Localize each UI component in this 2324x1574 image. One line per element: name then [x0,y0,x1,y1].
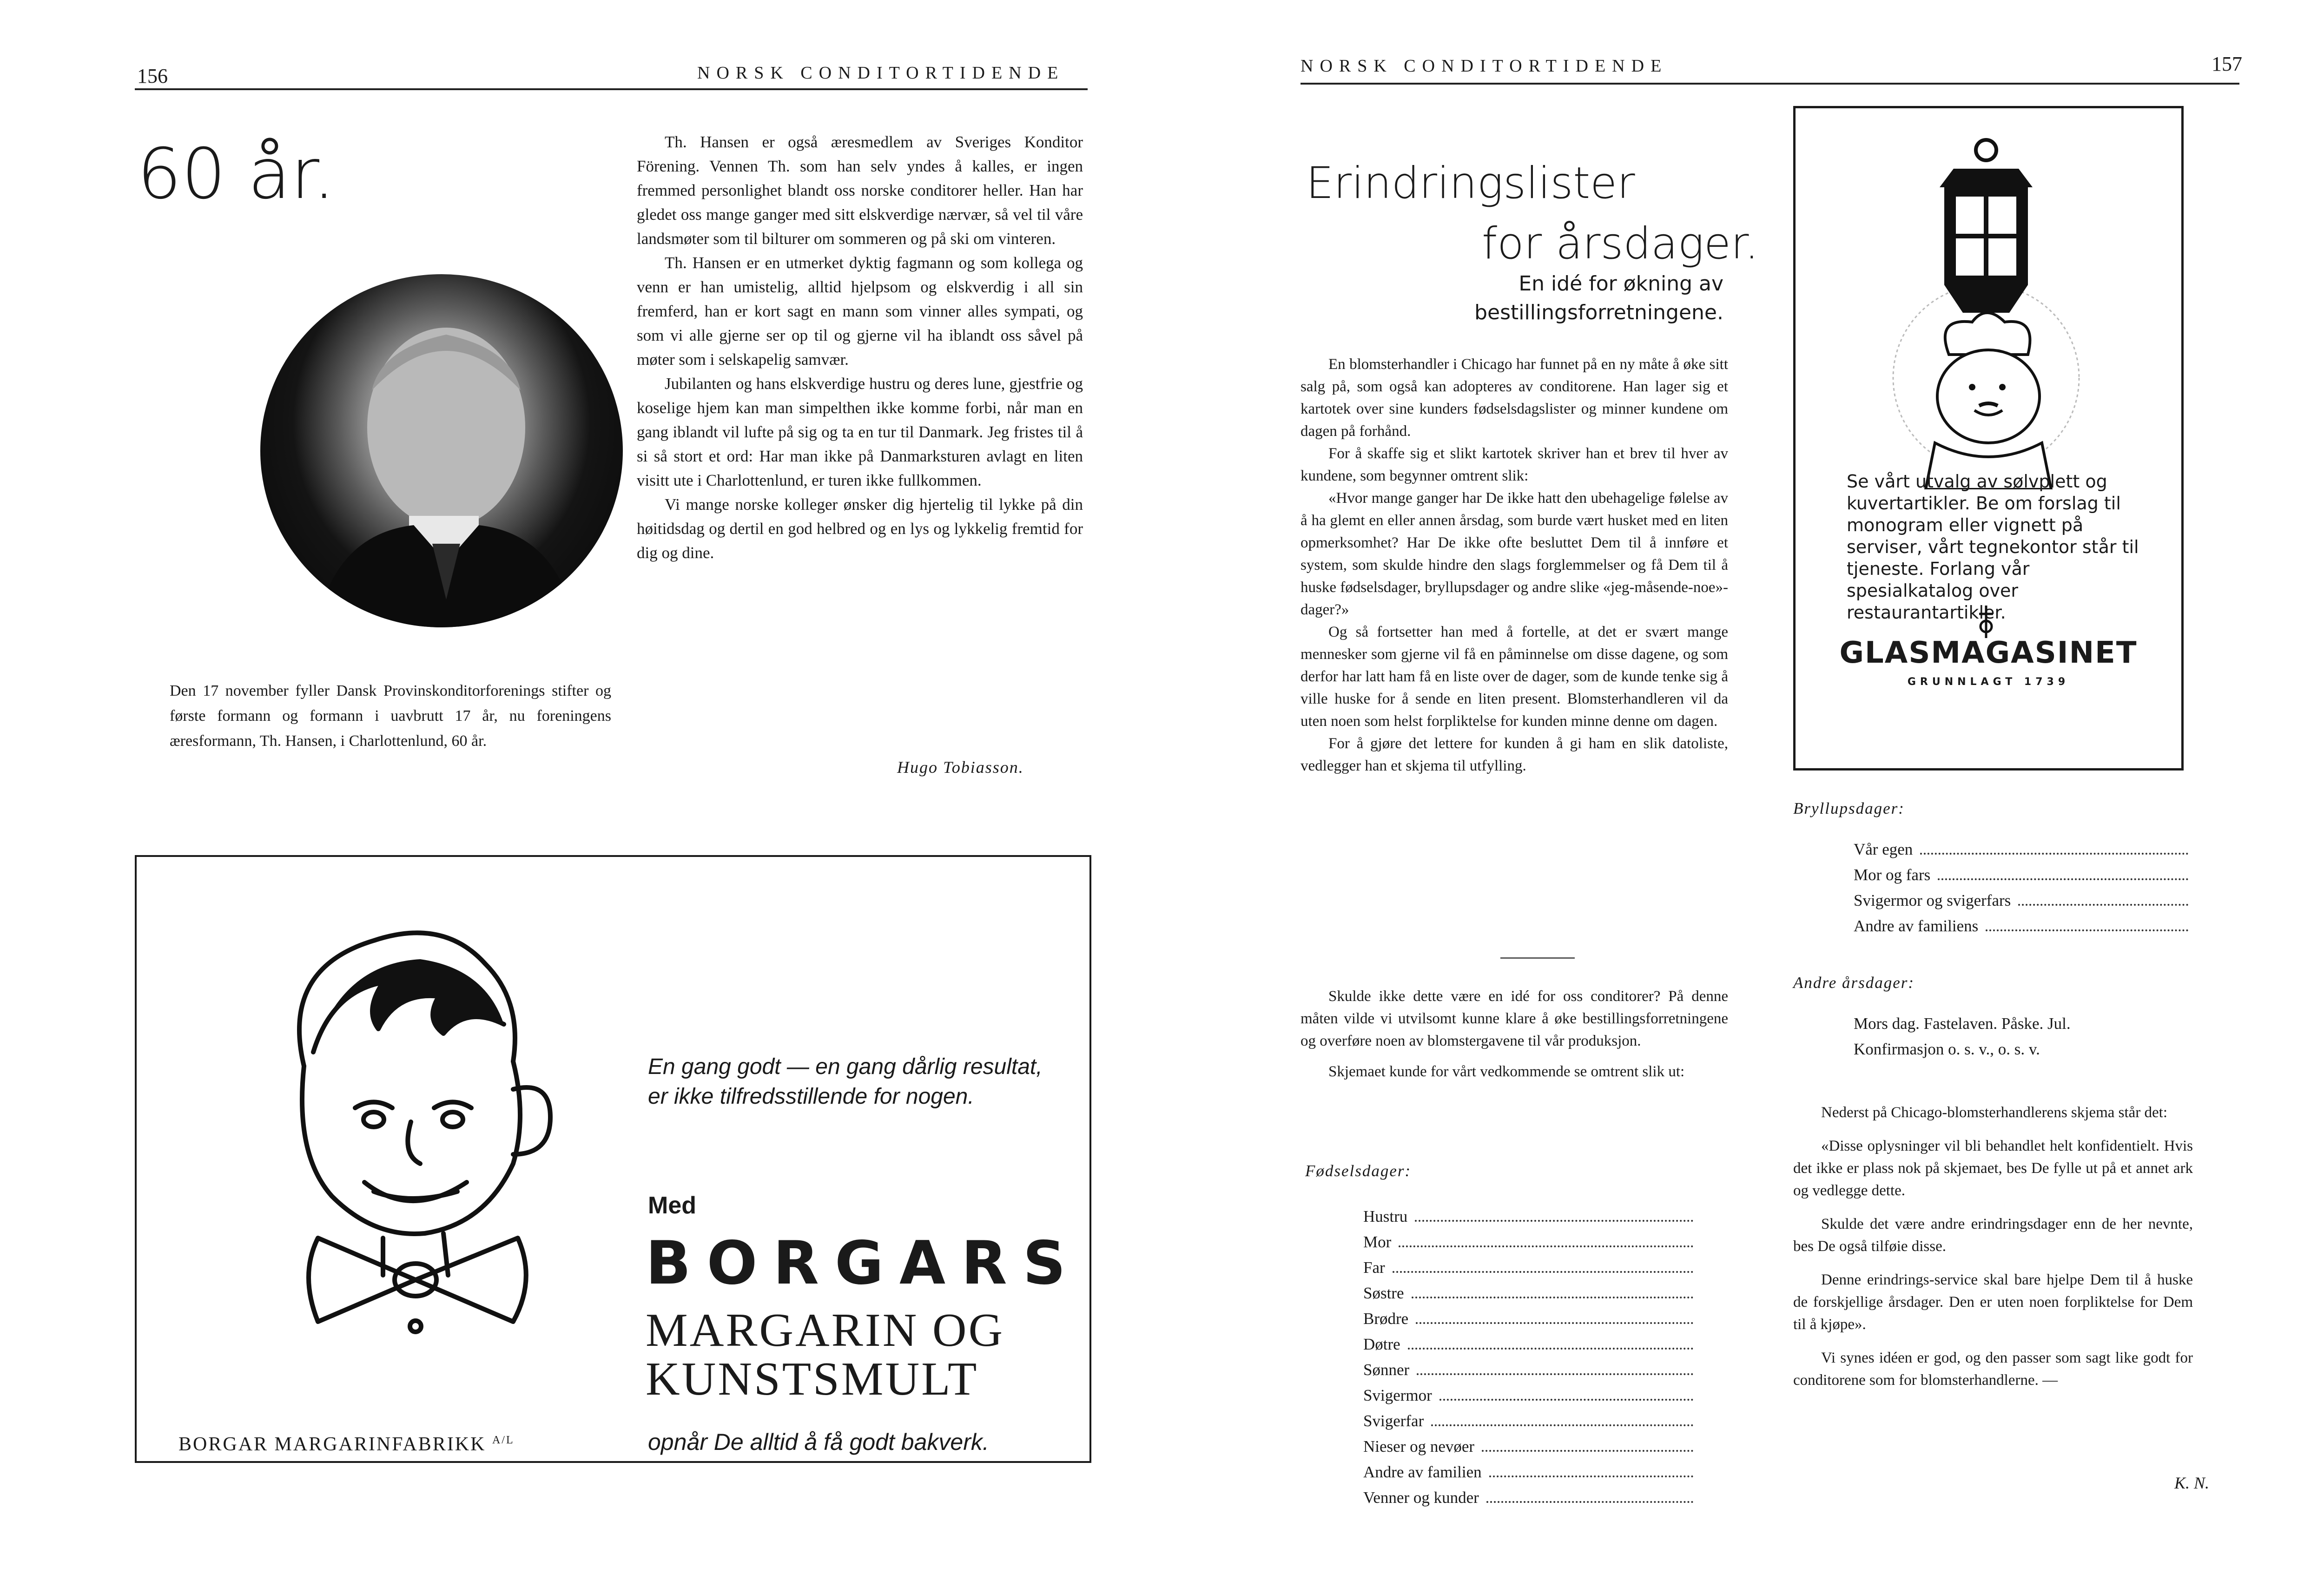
form-row-label: Svigermor og svigerfars [1854,891,2011,909]
form-row-dotted-line [1439,1399,1693,1401]
form-row [1363,1204,1698,1229]
form-row [1363,1408,1698,1434]
article-paragraph: For å gjøre det lettere for kunden å gi ham en slik datoliste, vedlegger han et skjema til utfylling. [1301,735,1728,774]
form-row-dotted-line [1431,1424,1693,1426]
form-row-dotted-line [2018,904,2188,906]
right-page [1184,0,2324,1574]
form-row [1363,1229,1698,1255]
advert-med: Med [648,1192,696,1219]
article-title-line1: Erindringslister [1306,158,1635,209]
article-paragraph: Th. Hansen er en utmerket dyktig fagmann og som kollega og venn er han umistelig, alltid hjelpsom og elskverdig i all sin fremferd, han er kort sagt en mann som vinner alles sympati, og som vi alle gjerne ser op til og gjerne vil ha iblandt oss såvel på møter som i selskapelig samvær. [637,254,1083,369]
form-row-dotted-line [1489,1475,1693,1477]
birthday-heading: Fødselsdager: [1305,1162,1412,1180]
form-row-label: Søstre [1363,1284,1404,1302]
article-body [637,130,1083,565]
form-row-dotted-line [1412,1297,1694,1298]
form-row-dotted-line [1393,1271,1693,1273]
form-row [1854,862,2193,888]
article-paragraph: Vi mange norske kolleger ønsker dig hjertelig til lykke på din høitidsdag og dertil en god helbred og en lys og lykkelig fremtid for dig og dine. [637,495,1083,562]
page-number: 156 [137,65,168,87]
closing-paragraph: Skulde det være andre erindringsdager enn de her nevnte, bes De også tilføie disse. [1793,1216,2193,1255]
form-row-label: Far [1363,1258,1385,1277]
form-row [1363,1306,1698,1331]
advert-text: Se vårt utvalg av sølvplett og kuvertartikler. Be om forslag til monogram eller vignett på serviser, vårt tegnekontor står til tjeneste. Forlang vår spesialkatalog over restaurantartikler. [1847,471,2139,623]
running-head: NORSK CONDITORTIDENDE [1301,56,1668,76]
article-body-continued [1301,985,1728,1083]
form-row-label: Hustru [1363,1207,1408,1225]
article-subtitle: En idé for økning av bestillingsforretningene. [1474,272,1723,324]
form-row-dotted-line [1986,929,2188,931]
other-days [1854,1011,2071,1062]
advert-product-line1: MARGARIN OG [646,1304,1005,1357]
form-row [1854,888,2193,913]
section-divider [1500,957,1575,959]
form-row-dotted-line [1938,878,2188,880]
form-row [1363,1459,1698,1485]
advert-slogan: En gang godt — en gang dårlig resultat, er ikke tilfredsstillende for nogen. [648,1054,1043,1109]
form-row-dotted-line [1482,1450,1693,1452]
wedding-list [1854,836,2193,939]
form-row-dotted-line [1920,853,2188,855]
form-row-label: Svigermor [1363,1386,1432,1404]
chef-lantern-illustration [1879,136,2093,489]
other-days-line2: Konfirmasjon o. s. v., o. s. v. [1854,1040,2040,1058]
page-number: 157 [2212,53,2242,75]
article-signature: Hugo Tobiasson. [897,758,1024,777]
article-paragraph: For å skaffe sig et slikt kartotek skriver han et brev til hver av kundene, som begynner omtrent slik: [1301,445,1728,484]
form-row-dotted-line [1415,1220,1693,1222]
article-paragraph: Jubilanten og hans elskverdige hustru og deres lune, gjestfrie og koselige hjem kan man simpelthen ikke komme forbi, når man en gang iblandt vil lufte på sig og ta en tur til Danmark. Jeg fristes til å si så stort et ord: Har man ikke på Danmarksturen avlagt en liten visitt ute i Charlottenlund, er turen ikke fullkommen. [637,375,1083,489]
form-row-label: Vår egen [1854,840,1913,858]
form-row-label: Sønner [1363,1361,1410,1379]
form-row [1854,836,2193,862]
article-paragraph: Skulde ikke dette være en idé for oss conditorer? På denne måten vilde vi utvilsomt kunne klare å øke bestillingsforretningene og overføre noen av blomstergavene til vår produksjon. [1301,988,1728,1049]
form-row-label: Andre av familiens [1854,917,1979,935]
closing-paragraph: Vi synes idéen er god, og den passer som sagt like godt for conditorene som for blomsterhandlerne. — [1793,1350,2193,1389]
form-row-dotted-line [1417,1373,1693,1375]
form-row [1854,913,2193,939]
running-head: NORSK CONDITORTIDENDE [697,63,1065,83]
other-heading: Andre årsdager: [1793,974,1915,992]
advert-brand: BORGARS [646,1229,1082,1298]
form-row-label: Brødre [1363,1310,1409,1328]
closing-paragraph: Nederst på Chicago-blomsterhandlerens skjema står det: [1821,1104,2168,1121]
form-row-dotted-line [1416,1322,1693,1324]
form-row-label: Mor og fars [1854,866,1931,884]
form-row [1363,1255,1698,1280]
article-paragraph: En blomsterhandler i Chicago har funnet på en ny måte å øke sitt salg på, som også kan adopteres av conditorene. Han lager sig et kartotek over sine kunders fødselsdagslister og minner kundene om dagen på forhånd. [1301,356,1728,440]
advert-product-line2: KUNSTSMULT [646,1353,979,1405]
article-paragraph: Og så fortsetter han med å fortelle, at det er svært mange mennesker som gjerne vil få en påminnelse om disse dagene, og som derfor har latt ham få en liste over de dager, som de kunde tenke sig å ville huske for å sende en liten present. Blomsterhandleren vil da uten noen som helst forpliktelse for kunden minne denne om dagen. [1301,624,1728,730]
photo-caption: Den 17 november fyller Dansk Provinskonditorforenings stifter og første formann og formann i uavbrutt 17 år, nu foreningens æresformann, Th. Hansen, i Charlottenlund, 60 år. [170,682,611,750]
form-row [1363,1331,1698,1357]
article-paragraph: «Hvor mange ganger har De ikke hatt den ubehagelige følelse av å ha glemt en eller annen årsdag, som burde vært husket med en liten opmerksomhet? Har De ikke ofte besluttet Dem til å innføre et system, som skulde hindre den slags forglemmelser og få Dem til å huske fødselsdager, bryllupsdager og andre slike «jeg-måsende-noe»-dager?» [1301,490,1728,618]
form-row [1363,1485,1698,1510]
form-row [1363,1357,1698,1383]
article-signature: K. N. [2174,1474,2210,1492]
form-row-dotted-line [1486,1501,1693,1503]
form-row-label: Nieser og nevøer [1363,1437,1475,1455]
article-paragraph: Th. Hansen er også æresmedlem av Sveriges Konditor Förening. Vennen Th. som han selv yndes å kalles, er ingen fremmed personlighet blandt oss norske conditorer heller. Han har gledet oss mange ganger med sitt elskverdige nærvær, så vel til våre landsmøter som til bilturer om sommeren og på ski om vinteren. [637,133,1083,248]
glasmagasinet-advert [1793,106,2184,771]
advert-brand: GLASMAGASINET [1839,636,2138,670]
advert-founded: GRUNNLAGT 1739 [1907,676,2070,688]
form-row [1363,1280,1698,1306]
header-rule [1301,83,2239,85]
other-days-line1: Mors dag. Fastelaven. Påske. Jul. [1854,1014,2071,1033]
wedding-heading: Bryllupsdager: [1793,799,1905,817]
boy-illustration [225,913,620,1368]
form-row-dotted-line [1399,1245,1693,1247]
advert-tagline: opnår De alltid å få godt bakverk. [648,1429,989,1455]
closing-text [1793,1101,2193,1391]
form-row [1363,1434,1698,1459]
closing-paragraph: Denne erindrings-service skal bare hjelpe Dem til å huske de forskjellige årsdager. Den er uten noen forpliktelse for Dem til å kjøpe». [1793,1271,2193,1333]
birthday-list [1363,1204,1698,1510]
closing-paragraph: «Disse oplysninger vil bli behandlet helt konfidentielt. Hvis det ikke er plass nok på skjemaet, bes De fylle ut på et annet ark og vedlegge dette. [1793,1138,2193,1199]
form-row-dotted-line [1408,1348,1693,1350]
article-paragraph: Skjemaet kunde for vårt vedkommende se omtrent slik ut: [1328,1063,1685,1080]
advert-company [178,1433,515,1455]
portrait-figure [260,274,623,627]
borgars-advert [135,855,1091,1463]
form-row-label: Svigerfar [1363,1412,1424,1430]
advert-company-suffix: A/L [492,1434,515,1446]
form-row-label: Døtre [1363,1335,1400,1353]
form-row-label: Andre av familien [1363,1463,1482,1481]
article-body [1301,353,1728,777]
article-title-line2: for årsdager. [1482,218,1759,269]
crown-cross-icon [1977,606,1995,638]
article-title: 60 år. [137,134,336,215]
form-row-label: Mor [1363,1233,1392,1251]
advert-company-name: BORGAR MARGARINFABRIKK [178,1434,486,1455]
form-row-label: Venner og kunder [1363,1488,1479,1507]
portrait-photo [260,274,623,627]
header-rule [135,88,1088,90]
form-row [1363,1383,1698,1408]
